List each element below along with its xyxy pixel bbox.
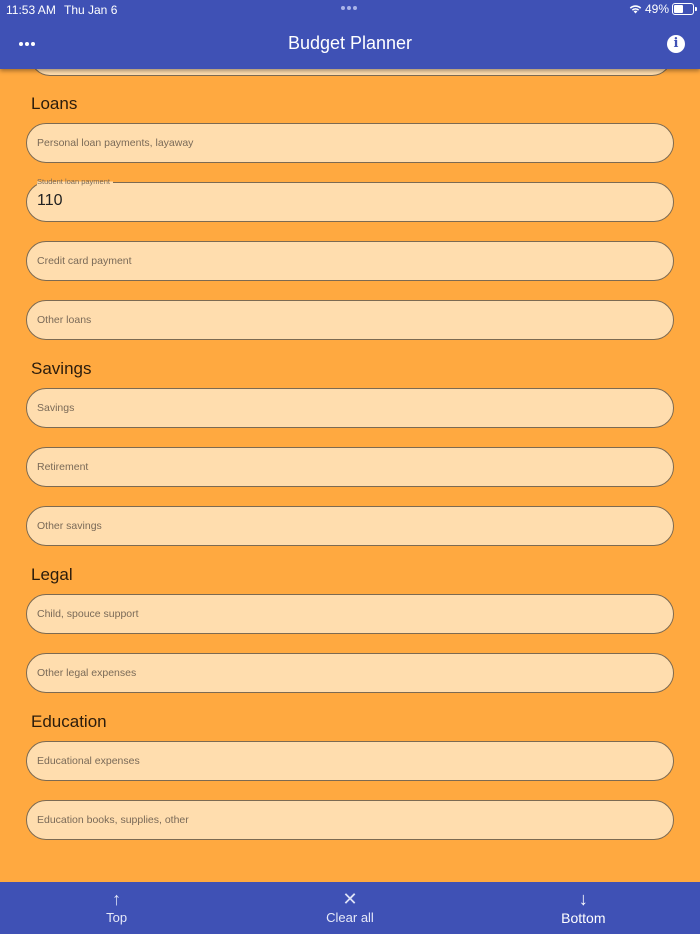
arrow-up-icon: ↑ [112, 889, 122, 909]
personal-loan-field[interactable] [26, 123, 674, 163]
field-placeholder: Retirement [37, 461, 89, 473]
battery-percent: 49% [644, 2, 669, 16]
wifi-icon [629, 4, 642, 14]
field-placeholder: Educational expenses [37, 755, 140, 767]
status-time: 11:53 AM [6, 3, 56, 17]
top-bar [0, 0, 700, 69]
other-loans-field[interactable] [26, 300, 674, 340]
info-icon[interactable]: i [667, 35, 685, 53]
battery-icon [672, 3, 694, 15]
scroll-top-label: Top [106, 910, 128, 925]
other-legal-field[interactable] [26, 653, 674, 693]
status-bar [0, 0, 700, 22]
educational-expenses-field[interactable] [26, 741, 674, 781]
child-support-field[interactable] [26, 594, 674, 634]
retirement-field[interactable] [26, 447, 674, 487]
section-title-savings: Savings [31, 359, 92, 378]
savings-field[interactable] [26, 388, 674, 428]
status-right [629, 2, 694, 16]
other-savings-field[interactable] [26, 506, 674, 546]
section-title-loans: Loans [31, 94, 78, 113]
arrow-down-icon: ↓ [578, 889, 588, 909]
field-value: 110 [37, 192, 63, 209]
status-date: Thu Jan 6 [64, 3, 118, 17]
page-title: Budget Planner [287, 33, 413, 53]
bottom-navigation [0, 882, 700, 934]
field-placeholder: Personal loan payments, layaway [37, 137, 194, 149]
close-icon: ✕ [342, 889, 358, 909]
clear-all-label: Clear all [326, 910, 374, 925]
field-placeholder: Other savings [37, 520, 102, 532]
scroll-bottom-button[interactable] [467, 882, 700, 934]
field-placeholder: Other legal expenses [37, 667, 137, 679]
education-books-field[interactable] [26, 800, 674, 840]
multitasking-dots-icon[interactable] [341, 6, 357, 10]
field-placeholder: Savings [37, 402, 75, 414]
field-label: Student loan payment [37, 177, 113, 186]
scroll-top-button[interactable] [0, 882, 233, 934]
field-placeholder: Credit card payment [37, 255, 132, 267]
student-loan-field[interactable] [26, 177, 674, 222]
section-title-legal: Legal [31, 565, 73, 584]
section-title-education: Education [31, 712, 107, 731]
field-placeholder: Education books, supplies, other [37, 814, 189, 826]
scroll-bottom-label: Bottom [561, 910, 606, 926]
credit-card-field[interactable] [26, 241, 674, 281]
field-placeholder: Child, spouce support [37, 608, 139, 620]
field-placeholder: Other loans [37, 314, 92, 326]
clear-all-button[interactable] [233, 882, 466, 934]
